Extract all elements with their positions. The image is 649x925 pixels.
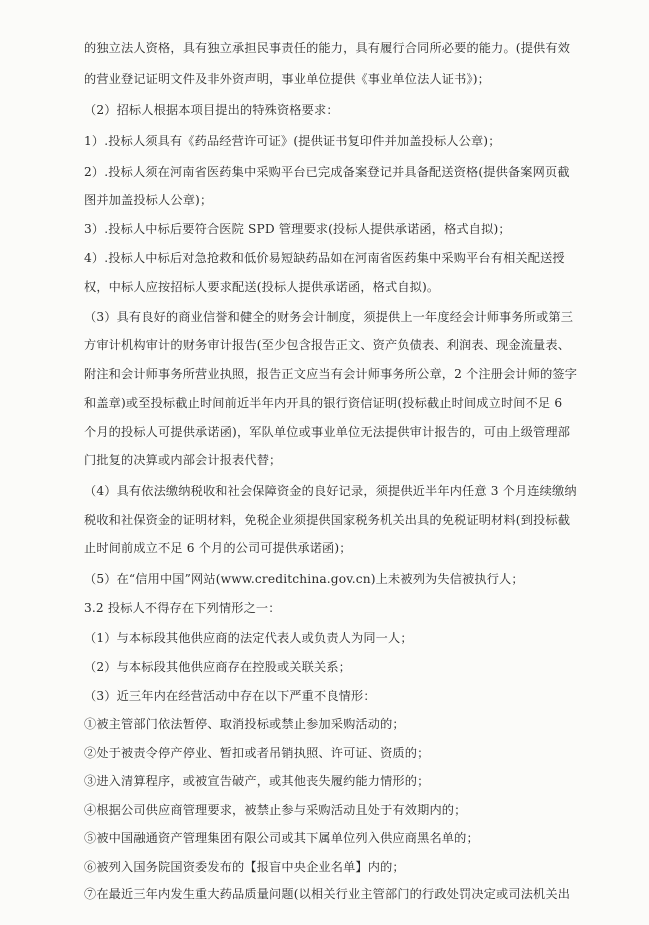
text-line: 附注和会计师事务所营业执照，报告正文应当有会计师事务所公章，2 个注册会计师的签字 (84, 367, 578, 381)
text-line: ②处于被责令停产停业、暂扣或者吊销执照、许可证、资质的； (84, 746, 430, 760)
text-line: 1）.投标人须具有《药品经营许可证》(提供证书复印件并加盖投标人公章)； (84, 134, 501, 148)
text-line: 门批复的决算或内部会计报表代替； (84, 453, 282, 467)
text-line: 的营业登记证明文件及非外资声明，事业单位提供《事业单位法人证书》)； (84, 72, 490, 86)
text-line: 权，中标人应按招标人要求配送(投标人提供承诺函，格式自拟)。 (84, 280, 440, 294)
text-line: ⑤被中国融通资产管理集团有限公司或其下属单位列入供应商黑名单的； (84, 831, 479, 845)
text-line: ④根据公司供应商管理要求，被禁止参与采购活动且处于有效期内的； (84, 803, 467, 817)
text-line: 3.2 投标人不得存在下列情形之一： (84, 601, 281, 615)
text-line: 个月的投标人可提供承诺函)，军队单位或事业单位无法提供审计报告的，可由上级管理部 (84, 425, 571, 439)
text-line: （2）与本标段其他供应商存在控股或关联关系； (84, 660, 351, 674)
text-line: ⑥被列入国务院国资委发布的【报盲中央企业名单】内的； (84, 860, 405, 874)
text-line: （3）具有良好的商业信誉和健全的财务会计制度，须提供上一年度经会计师事务所或第三 (84, 310, 574, 324)
text-line: ③进入清算程序，或被宣告破产，或其他丧失履约能力情形的； (84, 774, 430, 788)
text-line: 2）.投标人须在河南省医药集中采购平台已完成备案登记并具备配送资格(提供备案网页截 (84, 165, 570, 179)
text-line: 税收和社保资金的证明材料，免税企业须提供国家税务机关出具的免税证明材料(到投标截 (84, 513, 571, 527)
text-line: 止时间前成立不足 6 个月的公司可提供承诺函)； (84, 541, 352, 555)
text-line: ⑦在最近三年内发生重大药品质量问题(以相关行业主管部门的行政处罚决定或司法机关出 (84, 887, 571, 901)
text-line: 图并加盖投标人公章)； (84, 193, 213, 207)
text-line: （3）近三年内在经营活动中存在以下严重不良情形： (84, 689, 376, 703)
text-line: 3）.投标人中标后要符合医院 SPD 管理要求(投标人提供承诺函，格式自拟)； (84, 222, 511, 236)
text-line: 方审计机构审计的财务审计报告(至少包含报告正文、资产负债表、利润表、现金流量表、 (84, 338, 571, 352)
text-line: 4）.投标人中标后对急抢救和低价易短缺药品如在河南省医药集中采购平台有相关配送授 (84, 251, 565, 265)
text-line: ①被主管部门依法暂停、取消投标或禁止参加采购活动的； (84, 717, 405, 731)
text-line: 和盖章)或至投标截止时间前近半年内开具的银行资信证明(投标截止时间成立时间不足 6 (84, 396, 563, 410)
text-line: （4）具有依法缴纳税收和社会保障资金的良好记录，须提供近半年内任意 3 个月连续缴纳 (84, 484, 577, 498)
text-line: （1）与本标段其他供应商的法定代表人或负责人为同一人； (84, 631, 413, 645)
text-line: （2）招标人根据本项目提出的特殊资格要求： (84, 103, 339, 117)
text-line: 的独立法人资格，具有独立承担民事责任的能力，具有履行合同所必要的能力。(提供有效 (84, 41, 571, 55)
text-line: （5）在“信用中国”网站(www.creditchina.gov.cn)上未被列为失信被执行人； (84, 572, 524, 586)
